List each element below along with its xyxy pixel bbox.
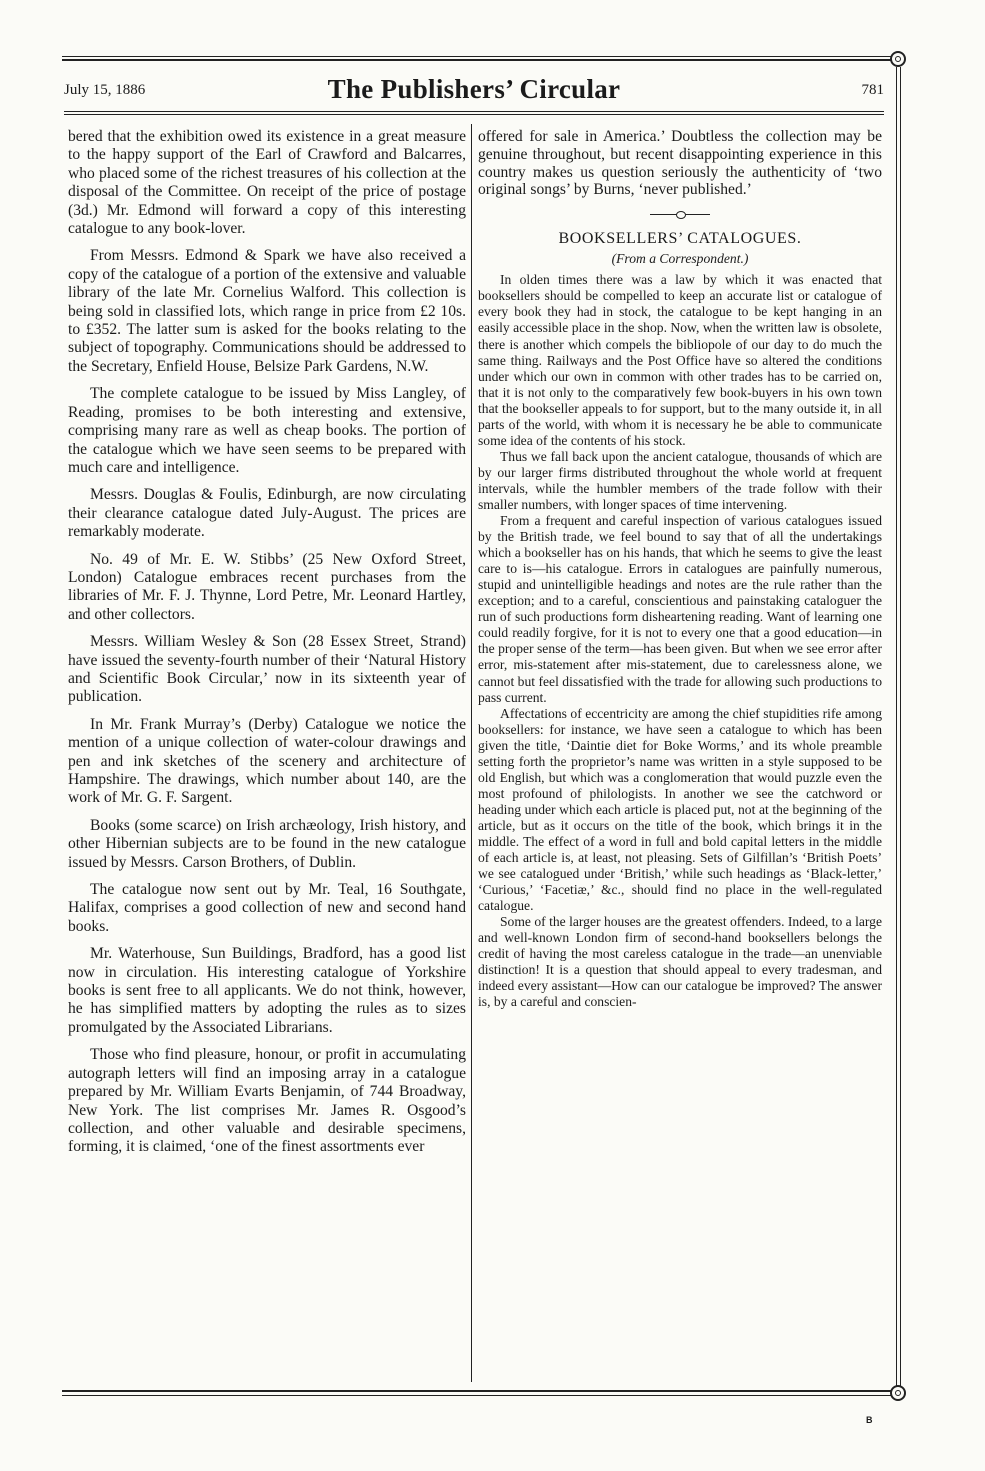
top-border-rule-thick <box>62 59 892 61</box>
right-frame-rule <box>896 67 897 1391</box>
header-rule <box>64 111 884 112</box>
article-paragraph: From Messrs. Edmond & Spark we have also received a copy of the catalogue of a portion of the extensive and valuable library of the late Mr. Cornelius Walford. This collection is being sold in classified lots, which range in price from £2 10s. to £352. The latter sum is asked for the books relating to the subject of topography. Communications should be addressed to the Secretary, Enfield House, Belsize Park Gardens, N.W. <box>68 247 466 375</box>
right-frame-rule-inner <box>900 67 901 1391</box>
article-paragraph: Some of the larger houses are the greatest offenders. Indeed, to a large and well-known London firm of second-hand booksellers belongs the credit of having the most careless catalogue in the trade—an unenviable distinction! It is a question that should appeal to every tradesman, and indeed every assistant—How can our catalogue be improved? The answer is, by a careful and conscien- <box>478 914 882 1010</box>
column-divider <box>471 124 472 1382</box>
section-heading: BOOKSELLERS’ CATALOGUES. <box>558 230 802 248</box>
article-paragraph: No. 49 of Mr. E. W. Stibbs’ (25 New Oxford Street, London) Catalogue embraces recent purchases from the libraries of Mr. F. J. Thynne, Lord Petre, Mr. Leonard Hartley, and other collectors. <box>68 550 466 623</box>
article-paragraph: Messrs. Douglas & Foulis, Edinburgh, are now circulating their clearance catalogue dated July-August. The prices are remarkably moderate. <box>68 486 466 541</box>
article-paragraph: Mr. Waterhouse, Sun Buildings, Bradford, has a good list now in circulation. His interesting catalogue of Yorkshire books is sent free to all applicants. We do not think, however, he has simplified matters by adopting the rules as to sizes promulgated by the Associated Librarians. <box>68 945 466 1036</box>
issue-date: July 15, 1886 <box>64 82 146 98</box>
article-paragraph: Those who find pleasure, honour, or profit in accumulating autograph letters will find an imposing array in a catalogue prepared by Mr. William Evarts Benjamin, of 744 Broadway, New York. The list comprises Mr. James R. Osgood’s collection, and other valuable and desirable specimens, forming, it is claimed, ‘one of the finest assortments ever <box>68 1046 466 1156</box>
page-number: 781 <box>861 82 884 98</box>
article-paragraph: From a frequent and careful inspection of various catalogues issued by the British trade, we feel bound to say that of all the undertakings which a bookseller has on his hands, that which he seems to give the least care to is—his catalogue. Errors in catalogues are painfully numerous, stupid and unintelligible headings and notes are the rule rather than the exception; and to a careful, conscientious and painstaking cataloguer the run of such productions form disheartening reading. Want of learning one could readily forgive, for it is not to every one that a good education—in the proper sense of the term—has been given. But when we see error after error, mis-statement after mis-statement, due to carelessness alone, we cannot but feel dissatisfied with the trade for allowing such productions to pass current. <box>478 513 882 705</box>
bottom-border-rule-thick <box>62 1390 892 1392</box>
article-paragraph: Thus we fall back upon the ancient catalogue, thousands of which are by our larger firms distributed throughout the whole world at frequent intervals, while the humbler members of the trade follow with their smaller numbers, with longer spaces of time intervening. <box>478 448 882 512</box>
byline: (From a Correspondent.) <box>611 251 749 267</box>
corner-ornament-icon <box>890 51 906 67</box>
article-paragraph: The complete catalogue to be issued by Miss Langley, of Reading, promises to be both interesting and extensive, comprising many rare as well as cheap books. The portion of the catalogue which we have seen seems to be prepared with much care and intelligence. <box>68 385 466 476</box>
corner-ornament-icon <box>890 1385 906 1401</box>
article-paragraph: The catalogue now sent out by Mr. Teal, 16 Southgate, Halifax, comprises a good collection of new and second hand books. <box>68 881 466 935</box>
continued-paragraph: offered for sale in America.’ Doubtless the collection may be genuine throughout, but recent disappointing experience in this country makes us question seriously the authenticity of ‘two original songs’ by Burns, ‘never published.’ <box>478 128 882 199</box>
article-paragraph: bered that the exhibition owed its existence in a great measure to the happy support of the Earl of Crawford and Balcarres, who placed some of the richest treasures of his collection at the disposal of the Committee. On receipt of the price of postage (3d.) Mr. Edmond will forward a copy of this interesting catalogue to any book-lover. <box>68 128 466 238</box>
article-paragraph: Books (some scarce) on Irish archæology, Irish history, and other Hibernian subjects are to be found in the new catalogue issued by Messrs. Carson Brothers, of Dublin. <box>68 816 466 871</box>
section-divider <box>478 205 882 221</box>
printer-signature: B <box>866 1415 873 1425</box>
divider-ornament-icon <box>650 214 710 215</box>
bottom-border-rule <box>62 1395 892 1396</box>
article-paragraph: In olden times there was a law by which it was enacted that booksellers should be compelled to keep an accurate list or catalogue of every book they had in stock, the catalogue to be kept hanging in an easily accessible place in the shop. Now, when the written law is obsolete, there is another which compels the bibliopole of our day to do much the same thing. Railways and the Post Office have so altered the conditions under which our own in common with other trades has to be carried on, that it is not only to the comparatively few book-buyers in his own town that the bookseller appeals to for support, but to the many outside it, in all parts of the world, with whom it is necessary he be able to communicate some idea of the contents of his stock. <box>478 272 882 448</box>
publication-title: The Publishers’ Circular <box>327 74 621 104</box>
header-rule-double <box>64 114 884 115</box>
top-border-rule <box>62 56 892 57</box>
left-column <box>68 128 466 1166</box>
article-paragraph: Affectations of eccentricity are among the chief stupidities rife among booksellers: for instance, we have seen a catalogue to which has been given the title, ‘Daintie diet for Boke Worms,’ and its whole preamble setting forth the proprietor’s name was written in a style supposed to be old English, but which was a conglomeration that would puzzle even the most profound of philologists. In another we see the catchword or heading under which each article is placed put, not at the beginning of the article, but as it occurs on the title of the book, which brings it in the middle. The effect of a word in full and bold capital letters in the middle of each article is, at least, not pleasing. Sets of Gilfillan’s ‘British Poets’ we see catalogued under ‘British,’ while such headings as ‘Black-letter,’ ‘Curious,’ ‘Facetiæ,’ &c., should find no place in the well-regulated catalogue. <box>478 705 882 914</box>
page-header <box>64 74 884 108</box>
article-paragraph: Messrs. William Wesley & Son (28 Essex Street, Strand) have issued the seventy-fourth number of their ‘Natural History and Scientific Book Circular,’ now in its sixteenth year of publication. <box>68 633 466 706</box>
article-paragraph: In Mr. Frank Murray’s (Derby) Catalogue we notice the mention of a unique collection of water-colour drawings and pen and ink sketches of the scenery and architecture of Hampshire. The drawings, which number about 140, are the work of Mr. G. F. Sargent. <box>68 715 466 807</box>
right-column <box>478 128 882 1010</box>
